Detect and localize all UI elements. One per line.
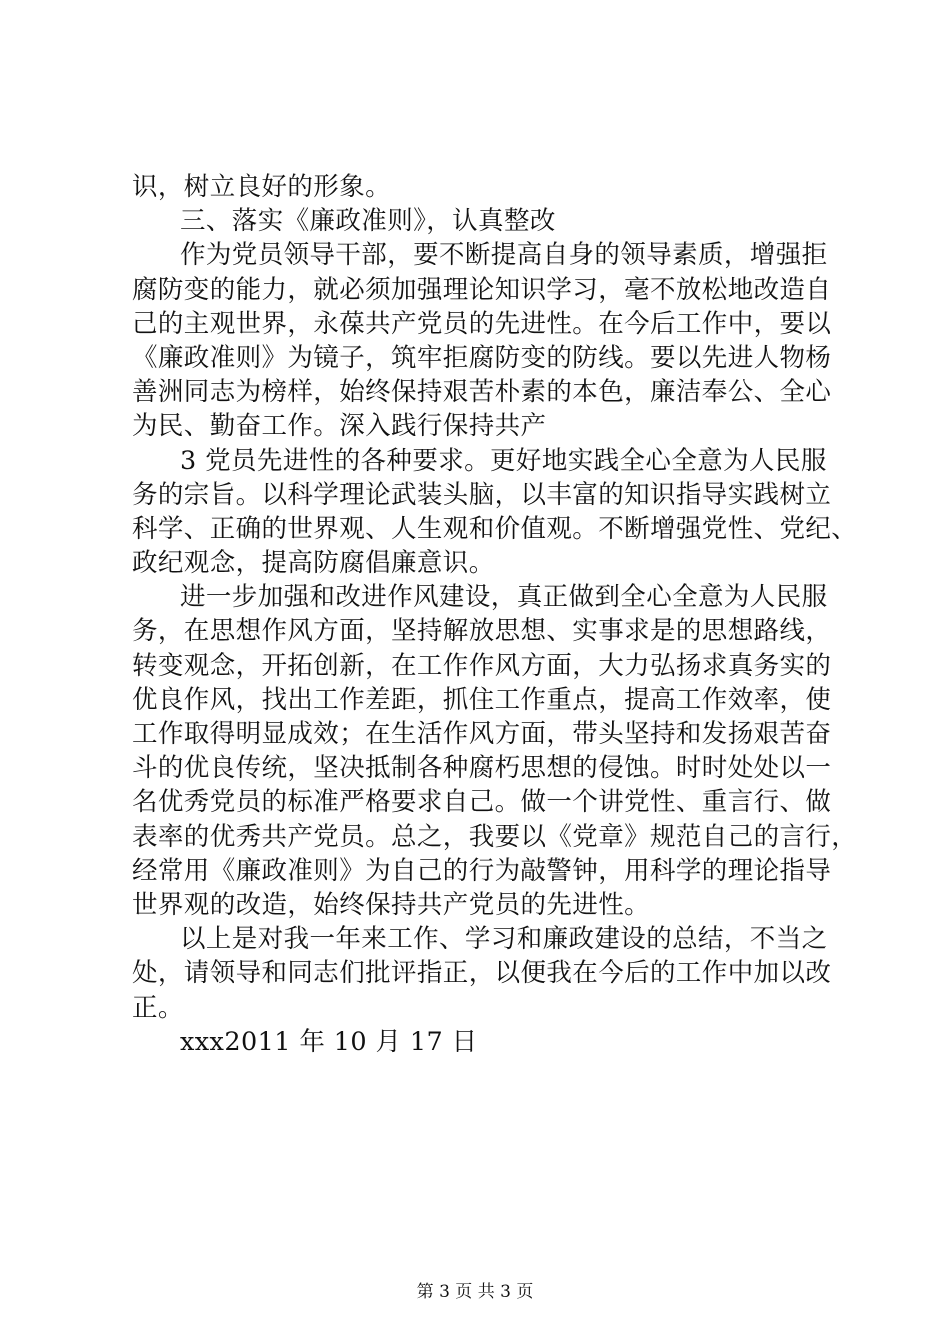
text-line: 善洲同志为榜样，始终保持艰苦朴素的本色，廉洁奉公、全心 [132, 377, 832, 408]
page-indicator: 第 3 页 共 3 页 [416, 1282, 534, 1302]
text-line: 作为党员领导干部，要不断提高自身的领导素质，增强拒 [180, 240, 828, 271]
text-line: 3 党员先进性的各种要求。更好地实践全心全意为人民服 [180, 445, 827, 476]
page-footer [0, 1280, 950, 1304]
text-line: 己的主观世界，永葆共产党员的先进性。在今后工作中，要以 [132, 308, 832, 339]
text-line: 以上是对我一年来工作、学习和廉政建设的总结，不当之 [180, 924, 828, 955]
text-line: 正。 [132, 992, 184, 1023]
text-line: 世界观的改造，始终保持共产党员的先进性。 [132, 889, 651, 920]
text-line: 名优秀党员的标准严格要求自己。做一个讲党性、重言行、做 [132, 787, 832, 818]
text-line: 工作取得明显成效；在生活作风方面，带头坚持和发扬艰苦奋 [132, 719, 832, 749]
text-line: 经常用《廉政准则》为自己的行为敲警钟，用科学的理论指导 [132, 855, 832, 886]
text-line: 转变观念，开拓创新，在工作作风方面，大力弘扬求真务实的 [132, 650, 832, 681]
section-heading: 三、落实《廉政准则》，认真整改 [180, 206, 556, 237]
text-line: 腐防变的能力，就必须加强理论知识学习，毫不放松地改造自 [132, 274, 832, 305]
text-line: 科学、正确的世界观、人生观和价值观。不断增强党性、党纪、 [132, 513, 858, 544]
text-line: 斗的优良传统，坚决抵制各种腐朽思想的侵蚀。时时处处以一 [132, 753, 832, 784]
document-body [132, 170, 858, 1059]
text-line: 为民、勤奋工作。深入践行保持共产 [132, 411, 547, 442]
text-line: 《廉政准则》为镜子，筑牢拒腐防变的防线。要以先进人物杨 [132, 342, 832, 373]
text-line: 识，树立良好的形象。 [132, 172, 392, 202]
text-line: 表率的优秀共产党员。总之，我要以《党章》规范自己的言行， [132, 821, 858, 852]
text-line: 务，在思想作风方面，坚持解放思想、实事求是的思想路线， [132, 616, 832, 647]
text-line: 务的宗旨。以科学理论武装头脑，以丰富的知识指导实践树立 [132, 479, 832, 510]
text-line: 优良作风，找出工作差距，抓住工作重点，提高工作效率，使 [132, 684, 832, 715]
signature-date: xxx2011 年 10 月 17 日 [180, 1026, 478, 1057]
text-line: 进一步加强和改进作风建设，真正做到全心全意为人民服 [180, 582, 828, 613]
text-line: 处，请领导和同志们批评指正，以便我在今后的工作中加以改 [132, 958, 832, 989]
text-line: 政纪观念，提高防腐倡廉意识。 [132, 548, 495, 579]
